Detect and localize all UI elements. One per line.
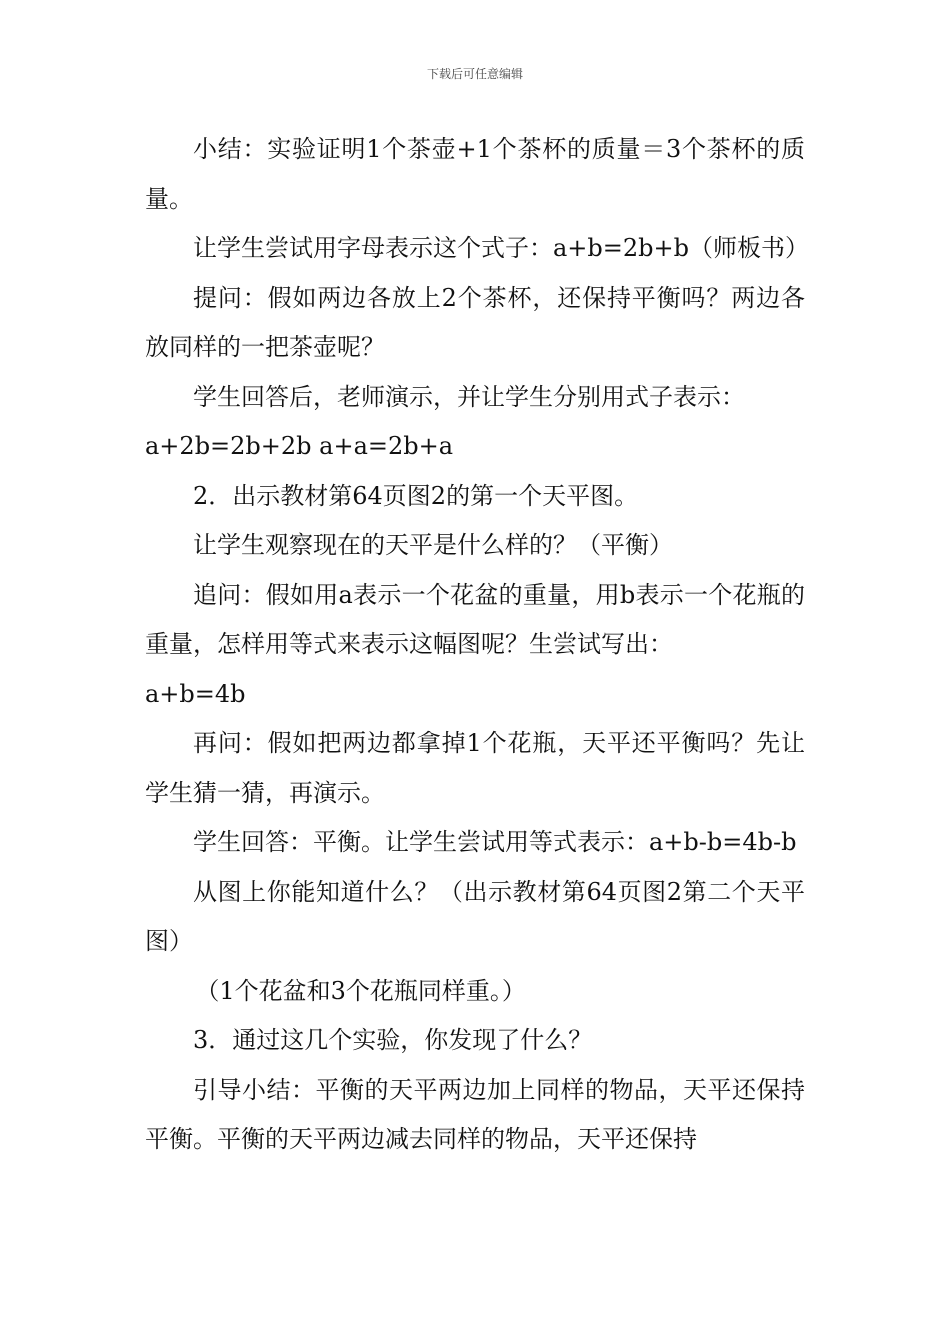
page-header: 下载后可任意编辑 xyxy=(426,67,523,81)
paragraph-letter-expression: 让学生尝试用字母表示这个式子：a+b=2b+b（师板书） xyxy=(193,234,809,262)
paragraph-student-answer-1: 学生回答后，老师演示，并让学生分别用式子表示： xyxy=(193,382,745,411)
paragraph-question-2: 再问：假如把两边都拿掉1个花瓶，天平还平衡吗？先让学生猜一猜，再演示。 xyxy=(145,729,805,807)
paragraph-observe: 让学生观察现在的天平是什么样的？（平衡） xyxy=(193,531,673,559)
paragraph-student-answer-2: 学生回答：平衡。让学生尝试用等式表示：a+b-b=4b-b xyxy=(193,828,797,856)
paragraph-summary-1: 小结：实验证明1个茶壶+1个茶杯的质量＝3个茶杯的质量。 xyxy=(145,135,805,213)
paragraph-follow-up: 追问：假如用a表示一个花盆的重量，用b表示一个花瓶的重量，怎样用等式来表示这幅图呢？生尝试写出： xyxy=(145,580,805,658)
paragraph-question-1: 提问：假如两边各放上2个茶杯，还保持平衡吗？两边各放同样的一把茶壶呢？ xyxy=(145,283,805,361)
paragraph-guided-summary: 引导小结：平衡的天平两边加上同样的物品，天平还保持平衡。平衡的天平两边减去同样的物品，天平还保持 xyxy=(145,1075,805,1153)
paragraph-equation-2: a+b=4b xyxy=(145,679,246,708)
paragraph-question-3: 从图上你能知道什么？（出示教材第64页图2第二个天平图） xyxy=(145,877,805,955)
paragraph-step-3: 3．通过这几个实验，你发现了什么？ xyxy=(193,1026,593,1054)
paragraph-equations-1: a+2b=2b+2b a+a=2b+a xyxy=(145,432,454,460)
document-body xyxy=(145,125,809,1165)
paragraph-answer-3: （1个花盆和3个花瓶同样重。） xyxy=(195,976,526,1005)
paragraph-step-2: 2．出示教材第64页图2的第一个天平图。 xyxy=(193,481,639,510)
